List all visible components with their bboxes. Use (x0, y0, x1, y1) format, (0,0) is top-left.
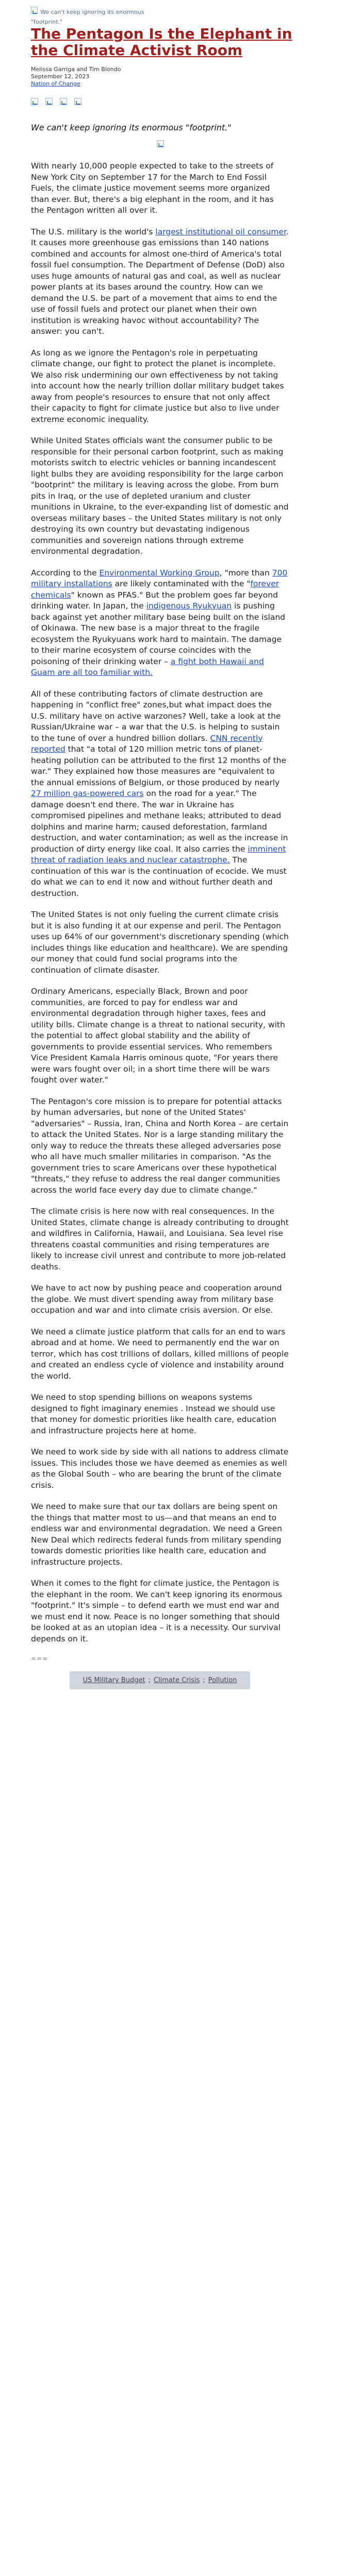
paragraph: The climate crisis is here now with real consequences. In the United States, climate change is already contributing to drought and wildfires in California, Hawaii, and Louisiana. Sea level rise threatens coastal communities and rising temperatures are likely to increase civil unrest and contribute to more job-related deaths. (31, 1207, 289, 1272)
paragraph: We need a climate justice platform that calls for an end to wars abroad and at home. We need to permanently end the war on terror, which has cost trillions of dollars, killed millions of people and created an endless cycle of violence and instability around the world. (31, 1327, 289, 1381)
share-facebook-icon[interactable] (31, 98, 38, 105)
inline-link[interactable]: Environmental Working Group (99, 568, 220, 578)
source-link[interactable]: Nation of Change (31, 80, 80, 87)
inline-link[interactable]: CNN recently reported (31, 733, 263, 754)
header-logo[interactable] (31, 6, 150, 26)
inline-link[interactable]: a fight both Hawaii and Guam are all too familiar with. (31, 656, 264, 677)
paragraph: We need to stop spending billions on weapons systems designed to fight imaginary enemies . Instead we should use that money for domestic priorities like health care, education and infrastructure projects here at home. (31, 1393, 276, 1435)
paragraph: With nearly 10,000 people expected to take to the streets of New York City on September 17 for the March to End Fossil Fuels, the climate justice movement seems more organized than ever. But, there's a big elephant in the room, and it has the Pentagon written all over it. (31, 161, 274, 215)
inline-link[interactable]: forever chemicals (31, 579, 280, 600)
paragraph: As long as we ignore the Pentagon's role in perpetuating climate change, our fight to protect the planet is incomplete. We also risk undermining our own effectiveness by not taking into account how the nearly trillion dollar military budget takes away from people's resources to ensure that not only affect their capacity to fight for climate justice but also to live under extreme economic inequality. (31, 348, 284, 424)
paragraph: According to the Environmental Working Group, "more than 700 military installations are likely contaminated with the "forever chemicals" known as PFAS." But the problem goes far beyond drinking water. In Japan, the indigenous Ryukyuan is pushing back against yet another military base being built on the island of Okinawa. The new base is a major threat to the fragile ecosystem the Ryukyuans work hard to maintain. The damage to their marine ecosystem of course coincides with the poisoning of their drinking water – a fight both Hawaii and Guam are all too familiar with. (31, 568, 288, 677)
tag-link[interactable]: Climate Crisis (153, 1676, 200, 1684)
paragraph: The U.S. military is the world's largest institutional oil consumer. It causes more greenhouse gas emissions than 140 nations combined and accounts for almost one-third of America's total fossil fuel consumption. The Department of Defense (DoD) also uses huge amounts of natural gas and coal, as well as nuclear power plants at its bases around the country. How can we demand the U.S. be part of a movement that aims to end the use of fossil fuels and protect our planet when their own institution is wreaking havoc without accountability? The answer: you can't. (31, 227, 289, 336)
inline-link[interactable]: indigenous Ryukyuan (146, 601, 232, 611)
publish-date: September 12, 2023 (31, 73, 90, 80)
byline (31, 66, 121, 88)
paragraph: All of these contributing factors of climate destruction are happening in "conflict free" zones,but what impact does the U.S. military have on active warzones? Well, take a look at the Russian/Ukraine war – a war that the U.S. is helping to sustain to the tune of over a hundred billion dollars. CNN recently reported that "a total of 120 million metric tons of planet-heating pollution can be attributed to the first 12 months of the war." They explained how those measures are "equivalent to the annual emissions of Belgium, or those produced by nearly 27 million gas-powered cars on the road for a year." The damage doesn't end there. The war in Ukraine has compromised pipelines and methane leaks; attributed to dead dolphins and marine harm; caused deforestation, farmland destruction, and water contamination; as well as the increase in production of dirty energy like coal. It also carries the imminent threat of radiation leaks and nuclear catastrophe. The continuation of this war is the continuation of ecocide. We must do what we can to end it now and without further death and destruction. (31, 689, 288, 898)
share-twitter-icon[interactable] (45, 98, 53, 105)
paragraph: We have to act now by pushing peace and cooperation around the globe. We must divert spending away from military base occupation and war and into climate crisis aversion. Or else. (31, 1283, 282, 1315)
inline-link[interactable]: 700 military installations (31, 568, 288, 588)
author-names: Melissa Garriga and Tim Biondo (31, 66, 121, 73)
share-print-icon[interactable] (74, 98, 81, 105)
inline-link[interactable]: 27 million gas-powered cars (31, 789, 144, 798)
share-email-icon[interactable] (60, 98, 67, 105)
logo-alt-text: We can't keep ignoring its enormous "footprint." (31, 9, 144, 25)
tag-link[interactable]: Pollution (208, 1676, 237, 1684)
article-body (31, 161, 289, 1710)
separator: === (31, 1655, 48, 1662)
paragraph: When it comes to the fight for climate justice, the Pentagon is the elephant in the room. We can't keep ignoring its enormous "footprint." It's simple – to defend earth we must end war and we must end it now. Peace is no longer something that should be looked at as an utopian idea – it is a necessity. Our survival depends on it. (31, 1579, 282, 1643)
broken-image-icon (31, 7, 38, 14)
hero-image-icon (157, 140, 164, 147)
inline-link[interactable]: largest institutional oil consumer (155, 227, 287, 236)
tags-row (31, 1671, 289, 1689)
article-dek: We can't keep ignoring its enormous "footprint." (31, 123, 232, 132)
tags-pill: US Military Budget ; Climate Crisis ; Pollution (70, 1671, 251, 1689)
paragraph: We need to make sure that our tax dollars are being spent on the things that matter most to us—and that means an end to endless war and environmental degradation. We need a Green New Deal which redirects federal funds from military spending towards domestic priorities like health care, education and infrastructure projects. (31, 1502, 283, 1567)
tag-link[interactable]: US Military Budget (83, 1676, 145, 1684)
share-row (31, 98, 81, 105)
paragraph: The United States is not only fueling the current climate crisis but it is also funding it at our expense and peril. The Pentagon uses up 64% of our government's discretionary spending (which includes things like education and healthcare). We are spending our money that could fund social programs into the continuation of climate disaster. (31, 910, 289, 975)
paragraph: Ordinary Americans, especially Black, Brown and poor communities, are forced to pay for endless war and environmental degradation through higher taxes, fees and utility bills. Climate change is a threat to national security, with the potential to affect global stability and the ability of governments to provide essential services. Who remembers Vice President Kamala Harris ominous quote, "For years there were wars fought over oil; in a short time there will be wars fought over water." (31, 987, 285, 1084)
article-title[interactable]: The Pentagon Is the Elephant in the Climate Activist Room (31, 25, 292, 59)
paragraph: The Pentagon's core mission is to prepare for potential attacks by human adversaries, but none of the United States' "adversaries" – Russia, Iran, China and North Korea – are certain to attack the United States. Nor is a large standing military the only way to reduce the threats these alleged adversaries pose who all have much smaller militaries in comparison. "As the government tries to scare Americans over these hypothetical "threats," they refuse to address the real danger communities across the world face every day due to climate change." (31, 1096, 289, 1195)
inline-link[interactable]: imminent threat of radiation leaks and nuclear catastrophe. (31, 844, 286, 865)
paragraph: We need to work side by side with all nations to address climate issues. This includes those we have deemed as enemies as well as the Global South – who are bearing the brunt of the climate crisis. (31, 1447, 289, 1490)
paragraph: While United States officials want the consumer public to be responsible for their personal carbon footprint, such as making motorists switch to electric vehicles or banning incandescent light bulbs they are avoiding responsibility for the large carbon "bootprint" the military is leaving across the globe. From burn pits in Iraq, or the use of depleted uranium and cluster munitions in Ukraine, to the ever-expanding list of domestic and overseas military bases – the United States military is not only destroying its own country but devastating indigenous communities and sovereign nations through extreme environmental degradation. (31, 436, 289, 556)
